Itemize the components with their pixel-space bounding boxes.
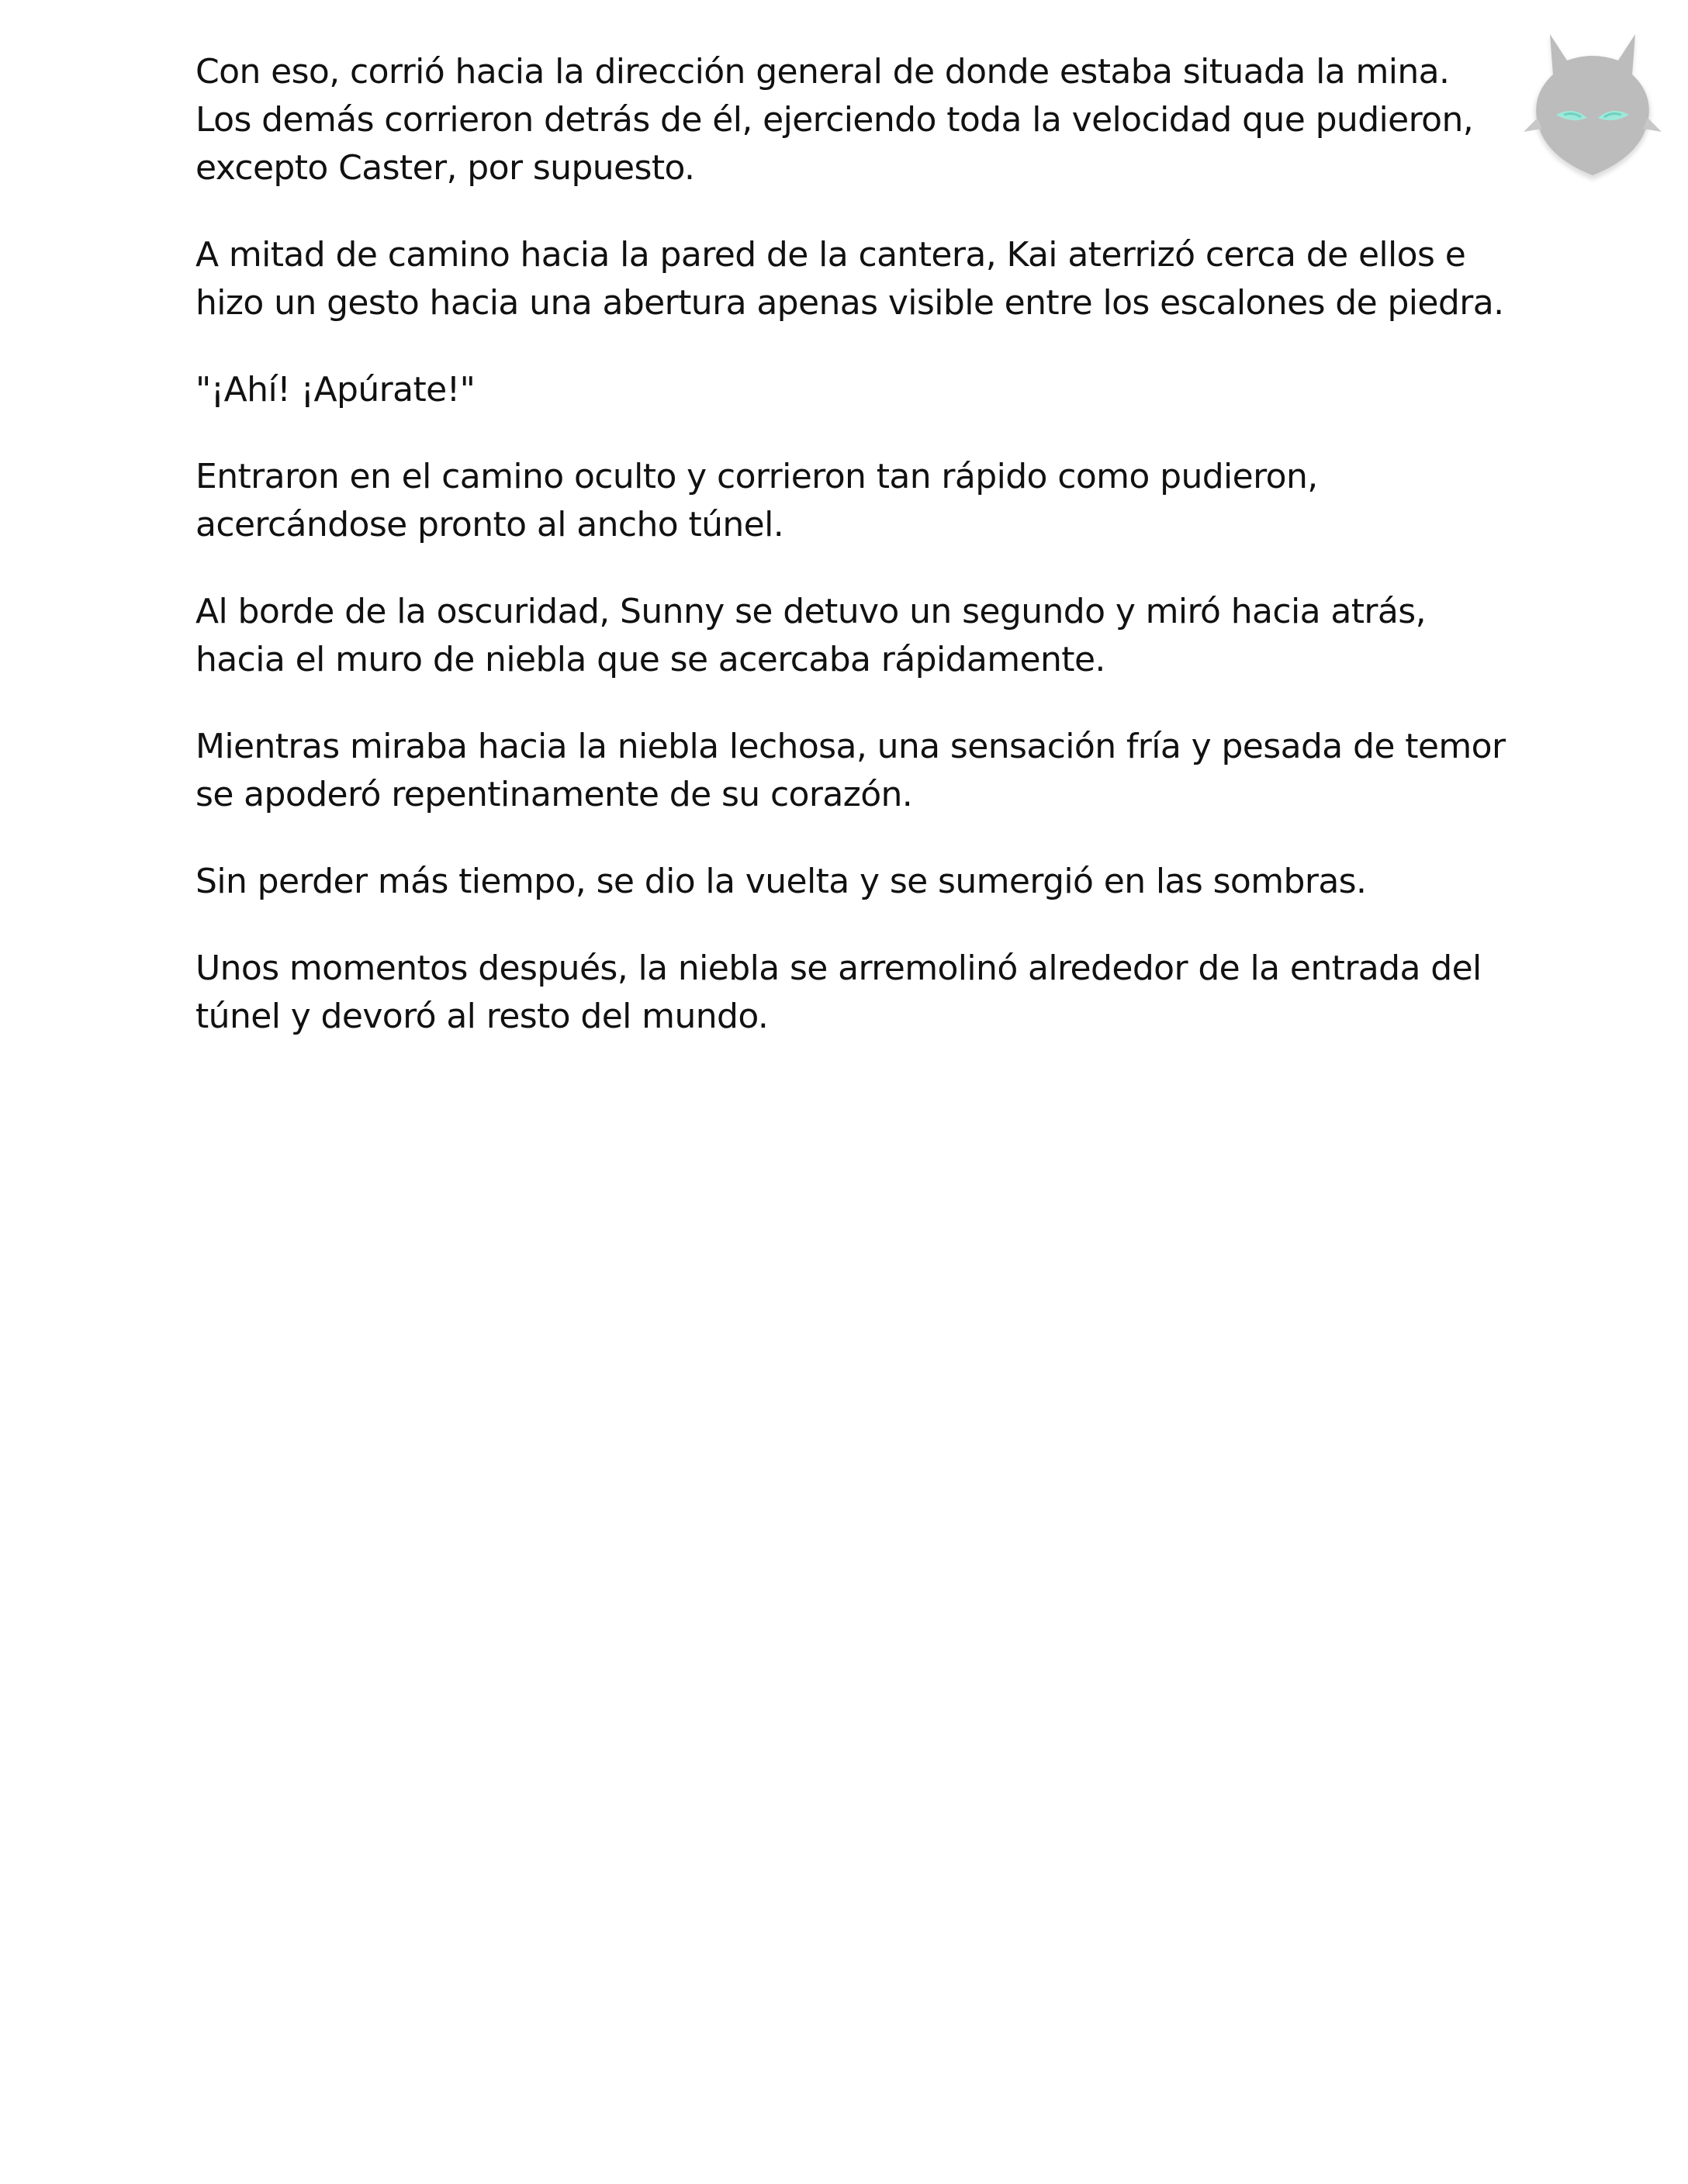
paragraph-7: Sin perder más tiempo, se dio la vuelta y se sumergió en las sombras. xyxy=(195,862,1367,901)
paragraph-3: "¡Ahí! ¡Apúrate!" xyxy=(195,370,476,410)
document-body xyxy=(195,48,1506,1080)
horned-demon-head-icon xyxy=(1519,16,1666,186)
paragraph-6: Mientras miraba hacia la niebla lechosa, una sensación fría y pesada de temor se apoderó repentinamente de su corazón. xyxy=(195,727,1506,814)
paragraph-4: Entraron en el camino oculto y corrieron tan rápido como pudieron, acercándose pronto al ancho túnel. xyxy=(195,457,1318,544)
paragraph-8: Unos momentos después, la niebla se arremolinó alrededor de la entrada del túnel y devoró al resto del mundo. xyxy=(195,949,1482,1036)
paragraph-2: A mitad de camino hacia la pared de la cantera, Kai aterrizó cerca de ellos e hizo un gesto hacia una abertura apenas visible entre los escalones de piedra. xyxy=(195,235,1504,323)
paragraph-5: Al borde de la oscuridad, Sunny se detuvo un segundo y miró hacia atrás, hacia el muro de niebla que se acercaba rápidamente. xyxy=(195,592,1426,679)
paragraph-1: Con eso, corrió hacia la dirección general de donde estaba situada la mina. Los demás corrieron detrás de él, ejerciendo toda la velocidad que pudieron, excepto Caster, por supuesto. xyxy=(195,52,1474,188)
